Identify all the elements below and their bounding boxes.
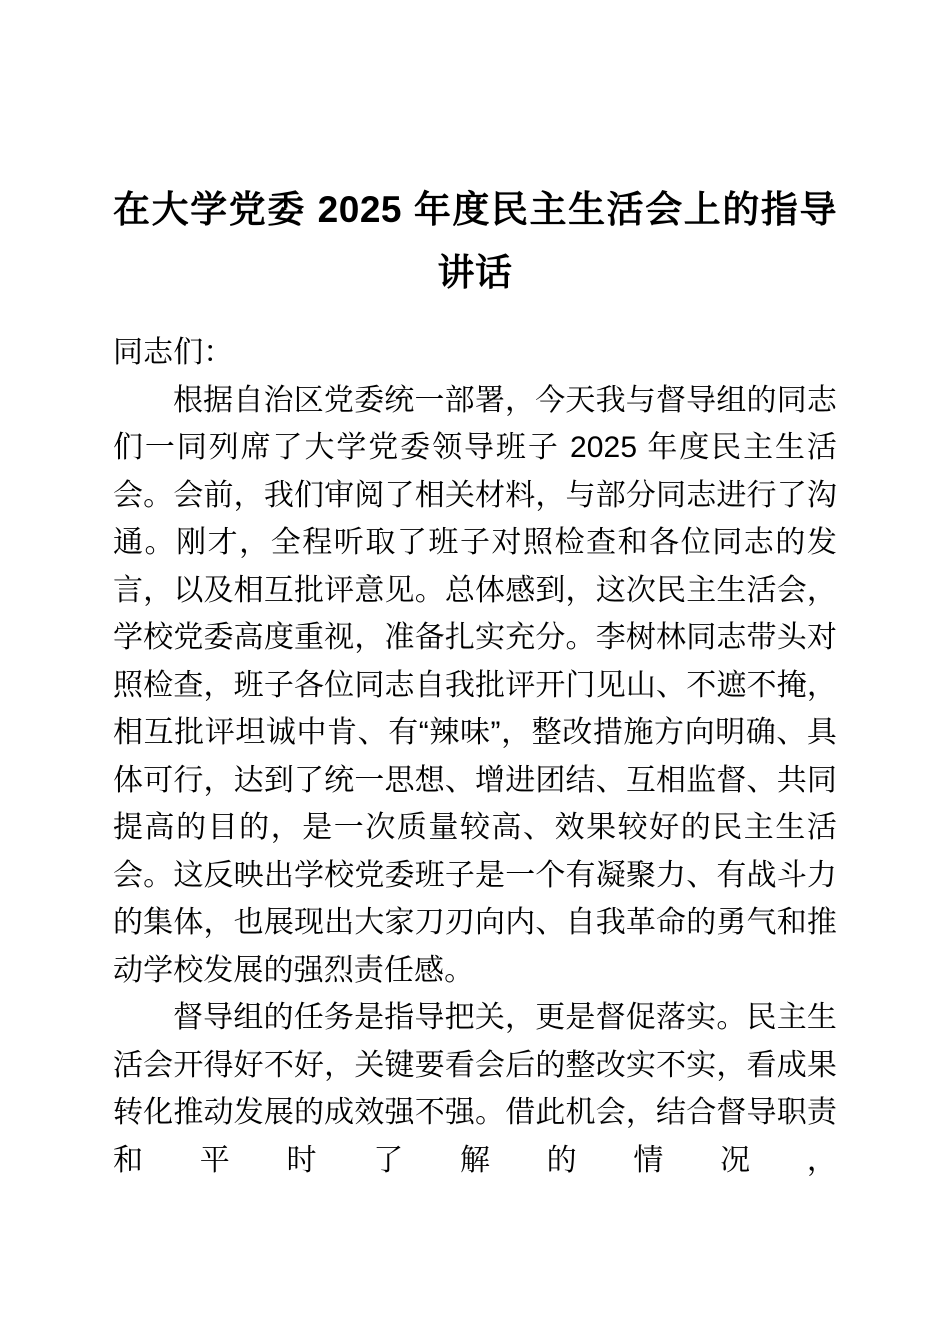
page-title-line-2: 讲话 [437, 252, 513, 293]
body-paragraph-1: 根据自治区党委统一部署，今天我与督导组的同志们一同列席了大学党委领导班子 2025 年度民主生活会。会前，我们审阅了相关材料，与部分同志进行了沟通。刚才，全程听取了班子对照检查和各位同志的发言，以及相互批评意见。总体感到，这次民主生活会，学校党委高度重视，准备扎实充分。李树林同志带头对照检查，班子各位同志自我批评开门见山、不遮不掩，相互批评坦诚中肯、有“辣味”，整改措施方向明确、具体可行，达到了统一思想、增进团结、互相监督、共同提高的目的，是一次质量较高、效果较好的民主生活会。这反映出学校党委班子是一个有凝聚力、有战斗力的集体，也展现出大家刀刃向内、自我革命的勇气和推动学校发展的强烈责任感。 [113, 383, 837, 987]
body-paragraph-2: 督导组的任务是指导把关，更是督促落实。民主生活会开得好不好，关键要看会后的整改实不实，看成果转化推动发展的成效强不强。借此机会，结合督导职责和平时了解的情况， [113, 1001, 837, 1177]
salutation: 同志们： [113, 336, 234, 369]
document-body [113, 0, 837, 1184]
page-title [113, 0, 837, 304]
page-title-line-1: 在大学党委 2025 年度民主生活会上的指导 [113, 189, 837, 230]
